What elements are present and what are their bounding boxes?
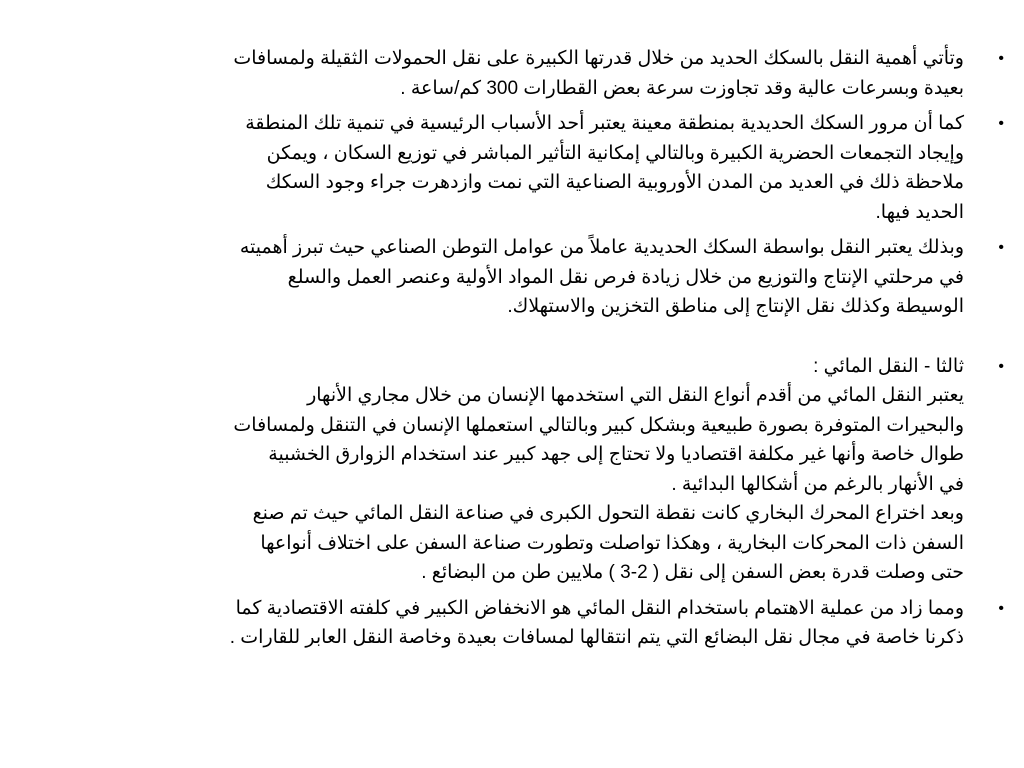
text-line: السفن ذات المحركات البخارية ، وهكذا تواصلت وتطورت صناعة السفن على اختلاف أنواعها xyxy=(260,532,964,554)
bullet-dot-icon: • xyxy=(998,115,1004,132)
text-line: يعتبر النقل المائي من أقدم أنواع النقل التي استخدمها الإنسان من خلال مجاري الأنهار xyxy=(307,385,964,406)
slide-body xyxy=(84,44,1004,659)
text-line: ومما زاد من عملية الاهتمام باستخدام النقل المائي هو الانخفاض الكبير في كلفته الاقتصادية كما xyxy=(235,597,964,619)
bullet-dot-icon: • xyxy=(998,599,1004,617)
bullet-dot-icon: • xyxy=(998,357,1004,375)
text-line: وبعد اختراع المحرك البخاري كانت نقطة التحول الكبرى في صناعة النقل المائي حيث تم صنع xyxy=(252,503,964,524)
text-line: حتى وصلت قدرة بعض السفن إلى نقل ( 2-3 ) ملايين طن من البضائع . xyxy=(421,562,964,583)
text-line: الوسيطة وكذلك نقل الإنتاج إلى مناطق التخزين والاستهلاك. xyxy=(507,296,964,317)
text-line: بعيدة وبسرعات عالية وقد تجاوزت سرعة بعض القطارات 300 كم/ساعة . xyxy=(400,77,964,99)
section-heading: ثالثا - النقل المائي : xyxy=(813,355,964,377)
bullet-list xyxy=(84,44,1004,653)
bullet-item-industrial-location xyxy=(84,233,1004,322)
text-line: وتأتي أهمية النقل بالسكك الحديد من خلال قدرتها الكبيرة على نقل الحمولات الثقيلة ولمسافات xyxy=(233,48,964,69)
text-line: في مرحلتي الإنتاج والتوزيع من خلال زيادة فرص نقل المواد الأولية وعنصر العمل والسلع xyxy=(287,266,964,288)
text-line: كما أن مرور السكك الحديدية بمنطقة معينة يعتبر أحد الأسباب الرئيسية في تنمية تلك المنطقة xyxy=(245,113,964,134)
text-line: والبحيرات المتوفرة بصورة طبيعية وبشكل كبير وبالتالي استعملها الإنسان في التنقل ولمسافات xyxy=(233,414,964,436)
text-line: الحديد فيها. xyxy=(875,201,964,223)
text-line: وبذلك يعتبر النقل بواسطة السكك الحديدية عاملاً من عوامل التوطن الصناعي حيث تبرز أهميته xyxy=(239,237,964,258)
text-line: في الأنهار بالرغم من أشكالها البدائية . xyxy=(671,473,964,495)
text-line: ملاحظة ذلك في العديد من المدن الأوروبية الصناعية التي نمت وازدهرت جراء وجود السكك xyxy=(265,172,964,193)
bullet-item-rail-development xyxy=(84,109,1004,227)
bullet-item-water-transport xyxy=(84,352,1004,588)
bullet-dot-icon: • xyxy=(998,50,1004,67)
text-line: طوال خاصة وأنها غير مكلفة اقتصاديا ولا تحتاج إلى جهد كبير عند استخدام الزوارق الخشبية xyxy=(268,444,964,465)
bullet-item-rail-importance xyxy=(84,44,1004,103)
text-line: ذكرنا خاصة في مجال نقل البضائع التي يتم انتقالها لمسافات بعيدة وخاصة النقل العابر للقارات . xyxy=(229,627,964,648)
bullet-item-water-cost xyxy=(84,594,1004,653)
bullet-dot-icon: • xyxy=(998,239,1004,256)
text-line: وإيجاد التجمعات الحضرية الكبيرة وبالتالي إمكانية التأثير المباشر في توزيع السكان ، ويمكن xyxy=(266,142,964,164)
